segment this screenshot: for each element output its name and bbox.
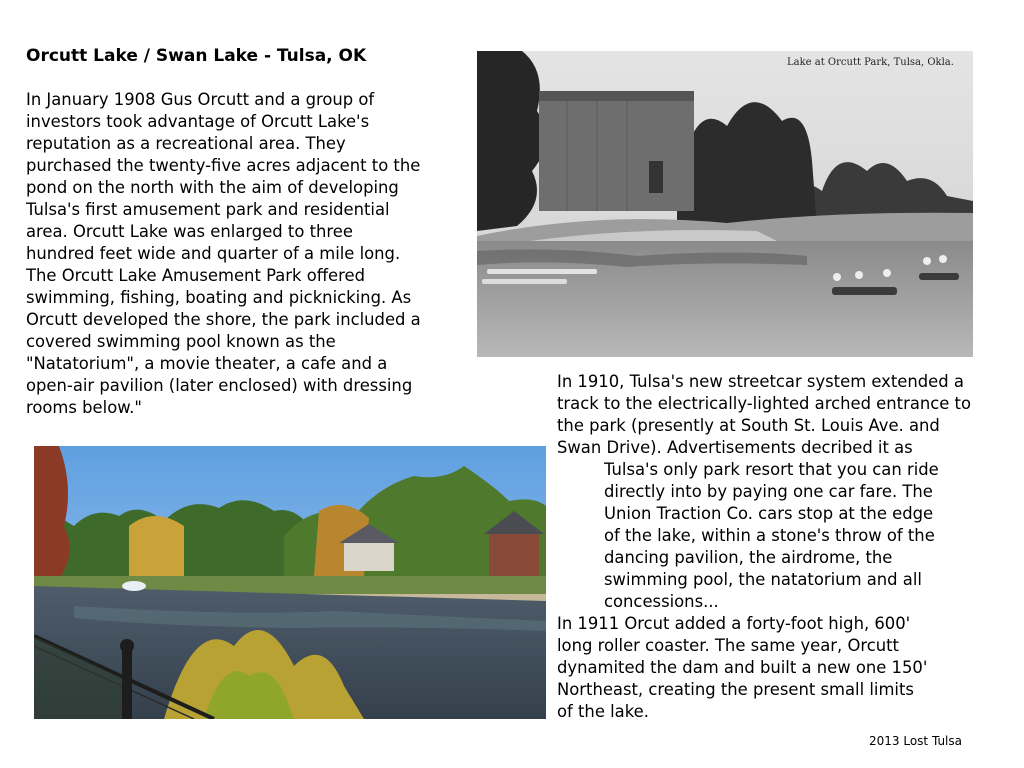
text-line: long roller coaster. The same year, Orcutt [557,636,899,655]
text-line: reputation as a recreational area. They [26,134,346,153]
text-line: hundred feet wide and quarter of a mile long. [26,244,401,263]
text-line: of the lake. [557,702,649,721]
quote-line: Union Traction Co. cars stop at the edge [604,504,934,523]
modern-lake-photo [34,446,546,719]
text-line: dynamited the dam and built a new one 150' [557,658,928,677]
text-line: investors took advantage of Orcutt Lake's [26,112,370,131]
historic-lake-photo [477,51,973,357]
text-line: The Orcutt Lake Amusement Park offered [26,266,365,285]
quote-line: dancing pavilion, the airdrome, the [604,548,893,567]
text-line: pond on the north with the aim of developing [26,178,399,197]
text-line: Swan Drive). Advertisements decribed it as [557,438,913,457]
photo-caption: Lake at Orcutt Park, Tulsa, Okla. [787,57,954,68]
text-line: track to the electrically-lighted arched entrance to [557,394,972,413]
quote-line: directly into by paying one car fare. The [604,482,933,501]
text-line: Northeast, creating the present small limits [557,680,914,699]
quote-line: concessions... [604,592,719,611]
text-line: rooms below." [26,398,142,417]
text-line: Tulsa's first amusement park and residential [26,200,390,219]
text-line: area. Orcutt Lake was enlarged to three [26,222,353,241]
text-line: open-air pavilion (later enclosed) with dressing [26,376,413,395]
text-line: purchased the twenty-five acres adjacent to the [26,156,421,175]
text-line: "Natatorium", a movie theater, a cafe and a [26,354,388,373]
text-line: In 1911 Orcut added a forty-foot high, 600' [557,614,911,633]
quote-line: of the lake, within a stone's throw of the [604,526,935,545]
text-line: Orcutt developed the shore, the park included a [26,310,421,329]
text-line: In January 1908 Gus Orcutt and a group of [26,90,375,109]
text-line: swimming, fishing, boating and picknicking. As [26,288,412,307]
text-line: In 1910, Tulsa's new streetcar system extended a [557,372,964,391]
text-line: covered swimming pool known as the [26,332,336,351]
text-line: the park (presently at South St. Louis Ave. and [557,416,940,435]
quote-line: Tulsa's only park resort that you can ride [604,460,939,479]
history-paragraph [557,371,1017,723]
credit-text: 2013 Lost Tulsa [869,734,962,748]
page-title: Orcutt Lake / Swan Lake - Tulsa, OK [26,46,367,66]
intro-paragraph [26,89,466,419]
quote-line: swimming pool, the natatorium and all [604,570,922,589]
